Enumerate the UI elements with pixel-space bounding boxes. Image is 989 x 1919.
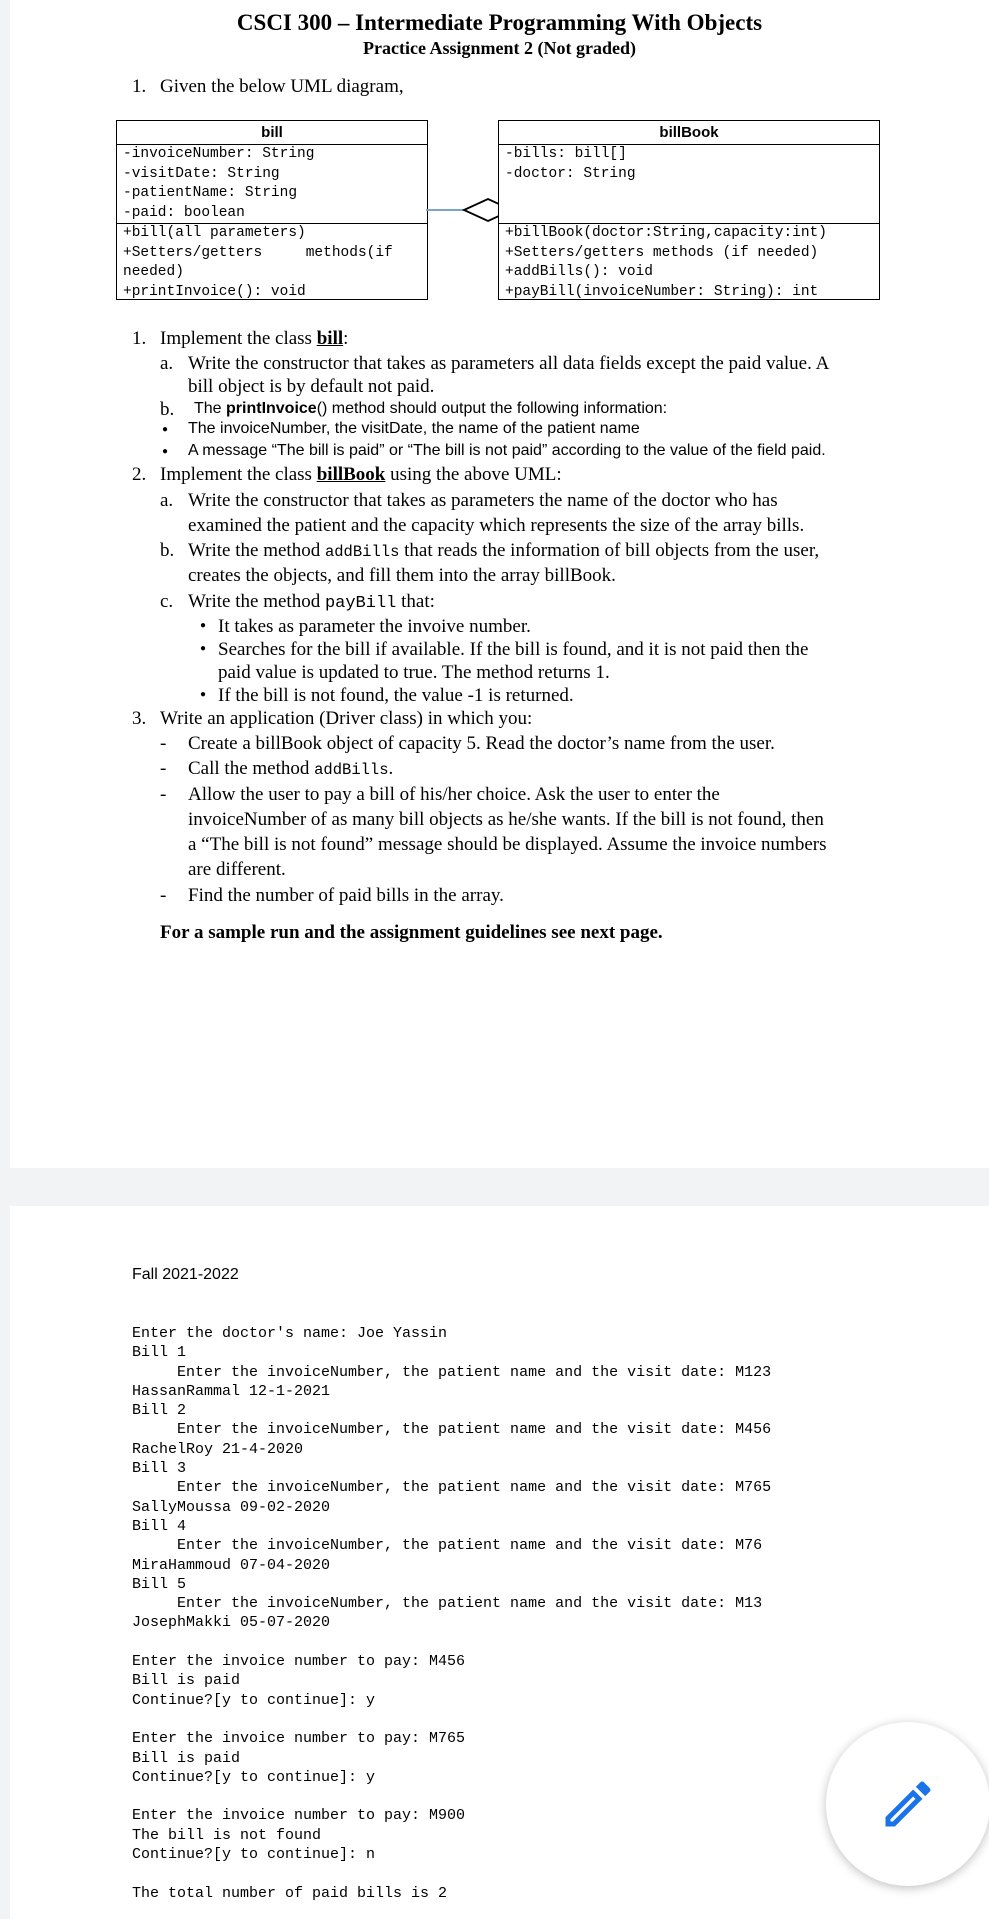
console-line: Continue?[y to continue]: y bbox=[132, 1691, 376, 1709]
console-line: RachelRoy 21-4-2020 bbox=[132, 1440, 304, 1458]
question-1-text: Given the below UML diagram, bbox=[160, 76, 404, 97]
console-line: Enter the invoice number to pay: M765 bbox=[132, 1730, 466, 1748]
pencil-icon bbox=[878, 1774, 938, 1834]
edit-fab-button[interactable] bbox=[826, 1722, 989, 1886]
task-3-item-2: Call the method addBills. bbox=[188, 758, 394, 779]
uml-billbook-methods: +billBook(doctor:String,capacity:int) +Setters/getters methods (if needed) +addBills(): void +payBill(invoiceNumber: String): int bbox=[499, 223, 879, 300]
task-3-text: Write an application (Driver class) in which you: bbox=[160, 708, 533, 729]
console-line: Enter the invoiceNumber, the patient name and the visit date: M123 bbox=[132, 1363, 772, 1381]
bullet-icon: ● bbox=[200, 620, 207, 631]
dash-bullet: - bbox=[160, 733, 167, 754]
dash-bullet: - bbox=[160, 784, 167, 805]
console-line: Bill 1 bbox=[132, 1344, 187, 1362]
console-line: Continue?[y to continue]: n bbox=[132, 1846, 376, 1864]
task-3-item-4: Find the number of paid bills in the array. bbox=[188, 885, 504, 906]
uml-class-bill bbox=[116, 120, 428, 300]
next-page-note: For a sample run and the assignment guidelines see next page. bbox=[160, 922, 663, 943]
console-line: Bill 3 bbox=[132, 1460, 187, 1478]
task-3-item-3-line-2: invoiceNumber of as many bill objects as he/she wants. If the bill is not found, then bbox=[188, 809, 824, 830]
console-line bbox=[132, 1633, 771, 1652]
console-line bbox=[132, 1710, 771, 1729]
task-2c-text: Write the method payBill that: bbox=[188, 591, 435, 613]
console-line: HassanRammal 12-1-2021 bbox=[132, 1382, 331, 1400]
console-line: Enter the invoice number to pay: M456 bbox=[132, 1653, 466, 1671]
task-2b-line-2: creates the objects, and fill them into the array billBook. bbox=[188, 565, 616, 586]
bullet-icon: ● bbox=[200, 689, 207, 700]
uml-bill-methods: +bill(all parameters) +Setters/getters methods(if needed) +printInvoice(): void bbox=[117, 223, 427, 300]
console-line: Bill 2 bbox=[132, 1402, 187, 1420]
task-2c-letter: c. bbox=[160, 591, 174, 612]
console-line: SallyMoussa 09-02-2020 bbox=[132, 1498, 331, 1516]
task-1b-text: The printInvoice() method should output the following information: bbox=[194, 400, 668, 417]
console-line: Enter the invoiceNumber, the patient name and the visit date: M13 bbox=[132, 1595, 763, 1613]
task-2a-line-2: examined the patient and the capacity which represents the size of the array bills. bbox=[188, 515, 805, 536]
console-line bbox=[132, 1864, 771, 1883]
console-line: Enter the invoiceNumber, the patient name and the visit date: M76 bbox=[132, 1537, 763, 1555]
dash-bullet: - bbox=[160, 758, 167, 779]
console-line: Bill is paid bbox=[132, 1672, 241, 1690]
console-line: Bill 5 bbox=[132, 1575, 187, 1593]
task-1b-item-1: The invoiceNumber, the visitDate, the name of the patient name bbox=[188, 420, 640, 437]
console-line: Enter the invoiceNumber, the patient name and the visit date: M765 bbox=[132, 1479, 772, 1497]
task-2-number: 2. bbox=[132, 464, 147, 485]
uml-bill-name: bill bbox=[117, 121, 427, 145]
task-3-item-3-line-1: Allow the user to pay a bill of his/her choice. Ask the user to enter the bbox=[188, 784, 720, 805]
console-line: Enter the doctor's name: Joe Yassin bbox=[132, 1325, 448, 1342]
console-line: The bill is not found bbox=[132, 1826, 322, 1844]
page-2-header: Fall 2021-2022 bbox=[132, 1266, 239, 1283]
task-2c-item-2-line-2: paid value is updated to true. The method returns 1. bbox=[218, 662, 610, 683]
task-2a-line-1: Write the constructor that takes as parameters the name of the doctor who has bbox=[188, 490, 778, 511]
task-1b-item-2: A message “The bill is paid” or “The bill is not paid” according to the value of the field paid. bbox=[188, 442, 826, 459]
question-1-number: 1. bbox=[132, 76, 147, 97]
bullet-icon: ● bbox=[162, 446, 169, 457]
console-line: Enter the invoiceNumber, the patient name and the visit date: M456 bbox=[132, 1421, 772, 1439]
console-line bbox=[132, 1787, 771, 1806]
task-2c-item-2-line-1: Searches for the bill if available. If the bill is found, and it is not paid then the bbox=[218, 639, 809, 660]
task-3-item-1: Create a billBook object of capacity 5. Read the doctor’s name from the user. bbox=[188, 733, 775, 754]
task-2c-item-1: It takes as parameter the invoive number. bbox=[218, 616, 531, 637]
task-1-number: 1. bbox=[132, 328, 147, 349]
console-line: Bill is paid bbox=[132, 1749, 241, 1767]
task-1-text: Implement the class bill: bbox=[160, 328, 349, 349]
dash-bullet: - bbox=[160, 885, 167, 906]
uml-billbook-fields: -bills: bill[] -doctor: String bbox=[505, 146, 636, 182]
sample-run-output bbox=[132, 1324, 771, 1903]
uml-bill-fields: -invoiceNumber: String -visitDate: String -patientName: String -paid: boolean bbox=[123, 146, 315, 221]
console-line: Enter the invoice number to pay: M900 bbox=[132, 1807, 466, 1825]
task-3-number: 3. bbox=[132, 708, 147, 729]
task-1a-letter: a. bbox=[160, 353, 174, 374]
task-1a-line-1: Write the constructor that takes as parameters all data fields except the paid value. A bbox=[188, 353, 830, 374]
console-line: Continue?[y to continue]: y bbox=[132, 1768, 376, 1786]
uml-billbook-name: billBook bbox=[499, 121, 879, 145]
task-2c-item-3: If the bill is not found, the value -1 is returned. bbox=[218, 685, 574, 706]
uml-class-billbook bbox=[498, 120, 880, 300]
task-2b-line-1: Write the method addBills that reads the information of bill objects from the user, bbox=[188, 540, 820, 561]
task-2-text: Implement the class billBook using the above UML: bbox=[160, 464, 562, 485]
task-1b-letter: b. bbox=[160, 399, 175, 420]
doc-subtitle: Practice Assignment 2 (Not graded) bbox=[363, 38, 636, 58]
task-2b-letter: b. bbox=[160, 540, 175, 561]
console-line: The total number of paid bills is 2 bbox=[132, 1884, 448, 1902]
task-1a-line-2: bill object is by default not paid. bbox=[188, 376, 435, 397]
console-line: MiraHammoud 07-04-2020 bbox=[132, 1556, 331, 1574]
doc-title: CSCI 300 – Intermediate Programming With Objects bbox=[236, 10, 763, 35]
task-3-item-3-line-4: are different. bbox=[188, 859, 286, 880]
document-page-1 bbox=[10, 0, 989, 1168]
bullet-icon: ● bbox=[200, 643, 207, 654]
console-line: Bill 4 bbox=[132, 1517, 187, 1535]
task-3-item-3-line-3: a “The bill is not found” message should be displayed. Assume the invoice numbers bbox=[188, 834, 827, 855]
task-2a-letter: a. bbox=[160, 490, 174, 511]
console-line: JosephMakki 05-07-2020 bbox=[132, 1614, 331, 1632]
bullet-icon: ● bbox=[162, 424, 169, 435]
